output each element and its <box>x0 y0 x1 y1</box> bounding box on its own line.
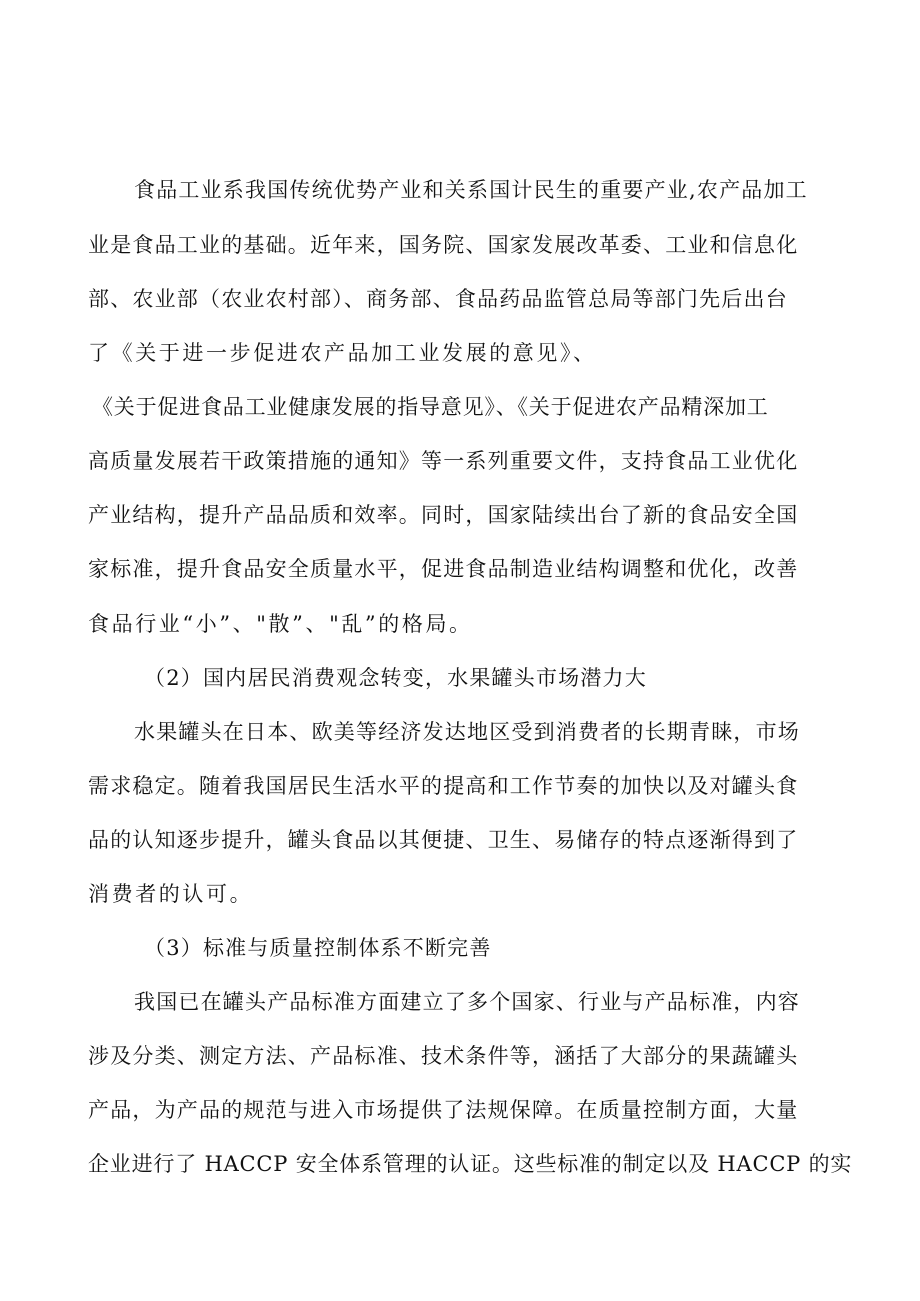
paragraph-1-line-2: 业是食品工业的基础。近年来，国务院、国家发展改革委、工业和信息化 <box>88 233 799 257</box>
paragraph-1-line-6: 高质量发展若干政策措施的通知》等一系列重要文件，支持食品工业优化 <box>88 449 799 473</box>
paragraph-1-line-7: 产业结构，提升产品品质和效率。同时，国家陆续出台了新的食品安全国 <box>88 503 799 527</box>
paragraph-1-line-4: 了《关于进一步促进农产品加工业发展的意见》、 <box>88 341 597 365</box>
paragraph-2-line-3: 品的认知逐步提升，罐头食品以其便捷、卫生、易储存的特点逐渐得到了 <box>88 828 799 852</box>
paragraph-3-line-1: 我国已在罐头产品标准方面建立了多个国家、行业与产品标准，内容 <box>134 990 800 1014</box>
paragraph-2-line-1: 水果罐头在日本、欧美等经济发达地区受到消费者的长期青睐，市场 <box>134 720 800 744</box>
paragraph-1-line-3: 部、农业部（农业农村部）、商务部、食品药品监管总局等部门先后出台 <box>88 287 788 311</box>
paragraph-1-line-1: 食品工业系我国传统优势产业和关系国计民生的重要产业,农产品加工 <box>134 178 808 202</box>
section-heading-2: （2）国内居民消费观念转变，水果罐头市场潜力大 <box>144 666 647 690</box>
paragraph-3-line-2: 涉及分类、测定方法、产品标准、技术条件等，涵括了大部分的果蔬罐头 <box>88 1044 799 1068</box>
paragraph-1-line-5: 《关于促进食品工业健康发展的指导意见》、《关于促进农产品精深加工 <box>92 395 769 419</box>
section-heading-3: （3）标准与质量控制体系不断完善 <box>144 936 492 960</box>
paragraph-1-line-8: 家标准，提升食品安全质量水平，促进食品制造业结构调整和优化，改善 <box>88 557 799 581</box>
paragraph-2-line-2: 需求稳定。随着我国居民生活水平的提高和工作节奏的加快以及对罐头食 <box>88 774 799 798</box>
paragraph-3-line-3: 产品，为产品的规范与进入市场提供了法规保障。在质量控制方面，大量 <box>88 1098 799 1122</box>
paragraph-1-line-9: 食品行业“小”、"散”、"乱”的格局。 <box>88 612 473 636</box>
paragraph-2-line-4: 消费者的认可。 <box>88 882 254 906</box>
paragraph-3-line-4: 企业进行了 HACCP 安全体系管理的认证。这些标准的制定以及 HACCP 的实 <box>88 1152 853 1176</box>
